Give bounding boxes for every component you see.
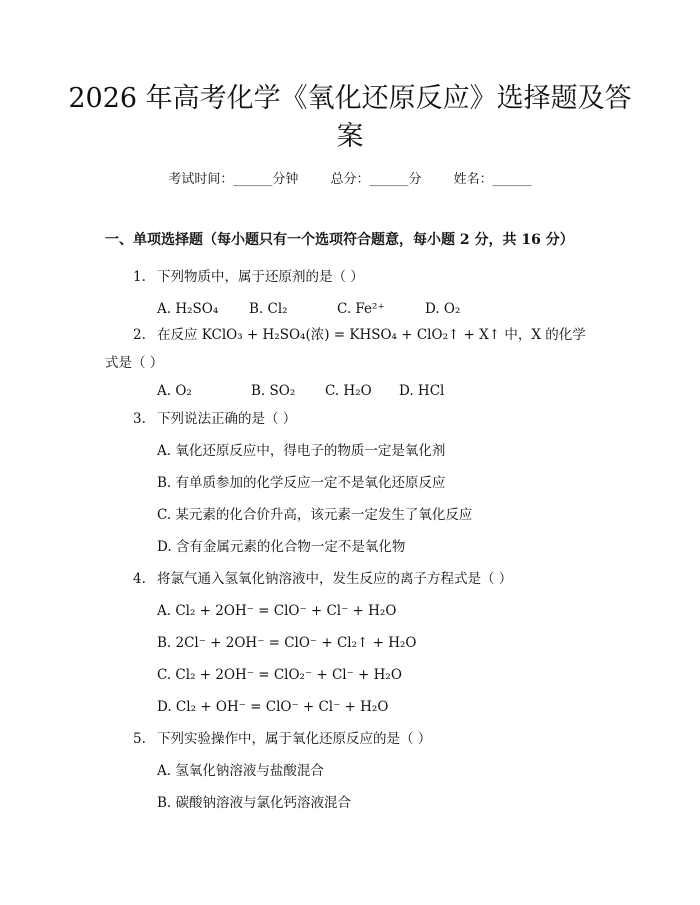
option-d: D. HCl <box>399 383 445 399</box>
option-d: D. O₂ <box>425 301 461 317</box>
option-b: B. Cl₂ <box>249 301 288 317</box>
option-b: B. 有单质参加的化学反应一定不是氧化还原反应 <box>157 475 446 491</box>
page-title: 2026 年高考化学《氧化还原反应》选择题及答案 <box>68 83 632 152</box>
question-2-options <box>157 381 444 401</box>
question-3 <box>105 405 595 433</box>
question-1-options <box>157 299 460 319</box>
question-stem: 下列物质中，属于还原剂的是（ ） <box>157 269 364 285</box>
question-1 <box>105 263 595 291</box>
question-stem: 下列实验操作中，属于氧化还原反应的是（ ） <box>157 731 432 747</box>
question-stem: 下列说法正确的是（ ） <box>157 411 297 427</box>
name-field: 姓名：______ <box>453 172 532 187</box>
option-a: A. O₂ <box>157 383 192 399</box>
question-stem: 在反应 KClO₃ + H₂SO₄(浓) = KHSO₄ + ClO₂↑ + X↑ 中，X 的化学式是（ ） <box>105 327 586 371</box>
option-a: A. Cl₂ + 2OH⁻ = ClO⁻ + Cl⁻ + H₂O <box>157 603 397 619</box>
section-heading: 一、单项选择题（每小题只有一个选项符合题意，每小题 2 分，共 16 分） <box>105 232 574 248</box>
option-b: B. 2Cl⁻ + 2OH⁻ = ClO⁻ + Cl₂↑ + H₂O <box>157 635 417 651</box>
question-stem: 将氯气通入氢氧化钠溶液中，发生反应的离子方程式是（ ） <box>157 571 513 587</box>
option-c: C. H₂O <box>325 383 372 399</box>
question-number: 5. <box>133 731 146 747</box>
question-5 <box>105 725 595 753</box>
question-number: 4. <box>133 571 146 587</box>
option-a: A. 氧化还原反应中，得电子的物质一定是氧化剂 <box>157 443 446 459</box>
question-number: 2. <box>133 327 146 343</box>
total-score-field: 总分：______分 <box>330 172 422 187</box>
option-a: A. 氢氧化钠溶液与盐酸混合 <box>157 763 324 779</box>
question-number: 3. <box>133 411 146 427</box>
question-4 <box>105 565 595 593</box>
option-b: B. SO₂ <box>251 383 296 399</box>
option-a: A. H₂SO₄ <box>157 301 219 317</box>
option-c: C. Fe²⁺ <box>337 301 385 317</box>
question-number: 1. <box>133 269 146 285</box>
question-2 <box>105 321 595 377</box>
exam-meta <box>0 168 700 187</box>
option-d: D. Cl₂ + OH⁻ = ClO⁻ + Cl⁻ + H₂O <box>157 699 389 715</box>
option-b: B. 碳酸钠溶液与氯化钙溶液混合 <box>157 795 352 811</box>
option-d: D. 含有金属元素的化合物一定不是氧化物 <box>157 539 406 555</box>
option-c: C. 某元素的化合价升高，该元素一定发生了氧化反应 <box>157 507 473 523</box>
option-c: C. Cl₂ + 2OH⁻ = ClO₂⁻ + Cl⁻ + H₂O <box>157 667 402 683</box>
exam-time-field: 考试时间：______分钟 <box>168 172 299 187</box>
